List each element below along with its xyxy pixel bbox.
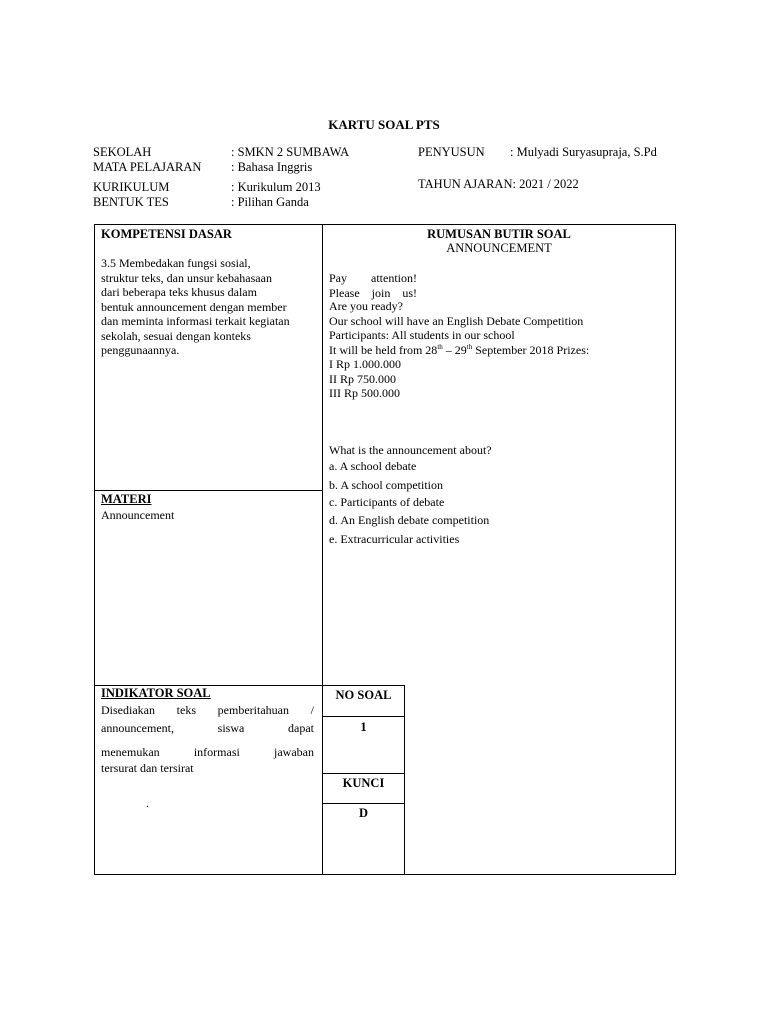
prize-line: I Rp 1.000.000 xyxy=(329,357,401,371)
option-c: c. Participants of debate xyxy=(329,495,445,509)
indikator-word: jawaban xyxy=(274,745,314,759)
indikator-word: menemukan xyxy=(101,745,160,759)
announcement-word: Please xyxy=(329,285,360,300)
indikator-title: INDIKATOR SOAL xyxy=(101,686,211,700)
divider-kunci-label xyxy=(322,803,405,804)
rumusan-title: RUMUSAN BUTIR SOAL xyxy=(427,227,571,241)
indikator-line xyxy=(101,721,314,736)
divider-nosoal-label xyxy=(322,716,405,717)
indikator-word: / xyxy=(310,703,314,717)
kompetensi-line: bentuk announcement dengan member xyxy=(101,299,287,314)
tahun-ajaran: TAHUN AJARAN: 2021 / 2022 xyxy=(418,177,579,191)
no-soal-label: NO SOAL xyxy=(335,688,392,702)
page-title: KARTU SOAL PTS xyxy=(328,117,440,132)
kunci-label: KUNCI xyxy=(342,776,385,790)
penyusun-label: PENYUSUN xyxy=(418,145,485,159)
indikator-word: teks xyxy=(176,703,196,717)
materi-text: Announcement xyxy=(101,508,175,522)
kompetensi-line: dan meminta informasi terkait kegiatan xyxy=(101,314,290,328)
date-suffix: th xyxy=(437,342,443,351)
announcement-line: Are you ready? xyxy=(329,299,403,313)
materi-title: MATERI xyxy=(101,492,152,506)
indikator-line xyxy=(101,745,314,760)
announcement-word: attention! xyxy=(371,271,417,285)
divider-materi xyxy=(94,490,323,491)
kurikulum-value: : Kurikulum 2013 xyxy=(231,180,321,194)
kompetensi-text xyxy=(101,256,290,358)
divider-kunci-top xyxy=(322,773,405,774)
option-e: e. Extracurricular activities xyxy=(329,532,460,546)
rumusan-subtitle: ANNOUNCEMENT xyxy=(446,241,552,255)
prize-line: II Rp 750.000 xyxy=(329,371,396,386)
date-text: – 29 xyxy=(442,342,467,357)
sekolah-label: SEKOLAH xyxy=(93,145,152,159)
announcement-word: Pay xyxy=(329,271,347,285)
announcement-line xyxy=(329,286,417,301)
kompetensi-line: sekolah, sesuai dengan konteks xyxy=(101,328,251,343)
sekolah-value: : SMKN 2 SUMBAWA xyxy=(231,145,350,159)
announcement-word: join xyxy=(371,285,391,300)
kurikulum-label: KURIKULUM xyxy=(93,180,170,194)
mapel-value: : Bahasa Inggris xyxy=(231,160,313,174)
indikator-word: Disediakan xyxy=(101,703,155,717)
date-text: September 2018 Prizes: xyxy=(472,342,590,357)
bentuk-value: : Pilihan Ganda xyxy=(231,195,309,209)
indikator-word: siswa xyxy=(217,721,245,735)
indikator-dot: . xyxy=(146,796,149,810)
no-soal-value: 1 xyxy=(360,720,367,734)
option-b: b. A school competition xyxy=(329,478,443,492)
kompetensi-line: struktur teks, dan unsur kebahasaan xyxy=(101,270,272,285)
date-text: It will be held from 28 xyxy=(329,342,438,357)
announcement-word: us! xyxy=(402,285,417,300)
mapel-label: MATA PELAJARAN xyxy=(93,160,202,174)
prize-line: III Rp 500.000 xyxy=(329,386,400,400)
penyusun-value: : Mulyadi Suryasupraja, S.Pd xyxy=(510,145,657,159)
date-suffix: th xyxy=(466,342,473,351)
kunci-value: D xyxy=(358,806,369,820)
bentuk-label: BENTUK TES xyxy=(93,195,169,209)
announcement-line xyxy=(329,271,417,286)
kompetensi-line: penggunaannya. xyxy=(101,343,180,357)
announcement-date-line xyxy=(329,343,589,358)
kompetensi-line: 3.5 Membedakan fungsi sosial, xyxy=(101,256,251,270)
indikator-word: pemberitahuan xyxy=(217,703,289,717)
option-a: a. A school debate xyxy=(329,459,417,473)
kompetensi-title: KOMPETENSI DASAR xyxy=(101,227,232,241)
indikator-line: tersurat dan tersirat xyxy=(101,761,194,775)
option-d: d. An English debate competition xyxy=(329,513,490,527)
announcement-line: Our school will have an English Debate Competition xyxy=(329,313,584,328)
indikator-word: announcement, xyxy=(101,721,174,735)
question-text: What is the announcement about? xyxy=(329,443,492,457)
indikator-word: informasi xyxy=(193,745,240,759)
kompetensi-line: dari beberapa teks khusus dalam xyxy=(101,285,257,299)
indikator-line xyxy=(101,703,314,718)
indikator-word: dapat xyxy=(288,721,314,735)
announcement-line: Participants: All students in our school xyxy=(329,328,515,342)
